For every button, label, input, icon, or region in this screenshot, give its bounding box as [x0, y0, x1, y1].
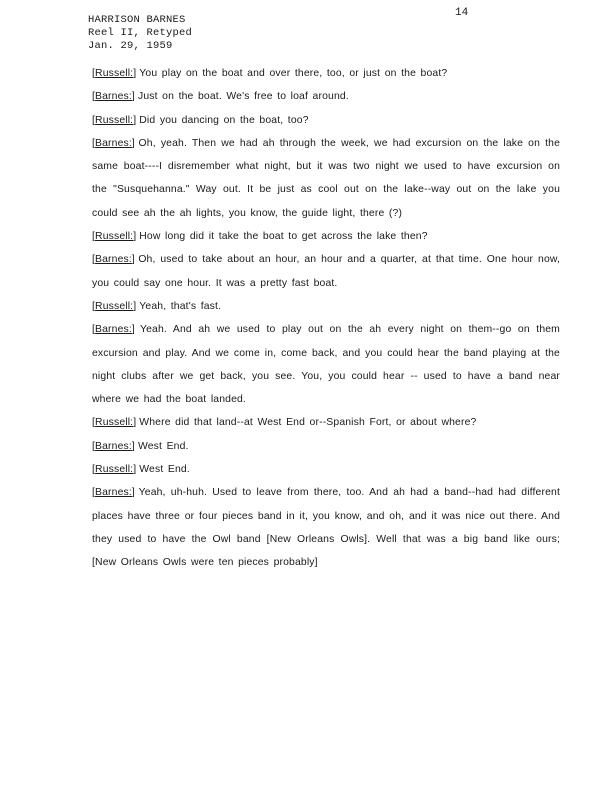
- utterance-text: Oh, used to take about an hour, an hour and a quarter, at that time. One hour now, you could say one hour. It was a pretty fast boat.: [92, 254, 560, 289]
- speaker-label: Russell:: [95, 300, 134, 312]
- transcript-paragraph: [Russell:] You play on the boat and over there, too, or just on the boat?: [92, 68, 448, 79]
- interview-date: Jan. 29, 1959: [88, 40, 173, 52]
- transcript-paragraph: [Russell:] Where did that land--at West End or--Spanish Fort, or about where?: [92, 417, 477, 429]
- transcript-paragraph: [Barnes:] Oh, used to take about an hour, an hour and a quarter, at that time. One hour now, you could say one hour. It was a pretty fast boat.: [92, 254, 560, 289]
- document-header: [88, 14, 192, 53]
- speaker-label: Barnes:: [95, 254, 132, 266]
- interviewee-name: HARRISON BARNES: [88, 14, 186, 26]
- utterance-text: Where did that land--at West End or--Spanish Fort, or about where?: [139, 417, 477, 429]
- transcript-paragraph: [Russell:] How long did it take the boat to get across the lake then?: [92, 231, 428, 243]
- utterance-text: West End.: [137, 440, 189, 452]
- speaker-label: Barnes:: [95, 487, 132, 499]
- utterance-text: Oh, yeah. Then we had ah through the week, we had excursion on the lake on the same boat----I disremember what night, but it was two night we used to have excursion on the "Susquehanna." Way out. It be just as cool out on the lake--way out on the lake you could see ah the ah lights, you know, the guide light, there (?): [92, 137, 560, 219]
- transcript-paragraph: [Russell:] West End.: [92, 464, 190, 476]
- utterance-text: How long did it take the boat to get across the lake then?: [139, 231, 428, 243]
- utterance-text: Did you dancing on the boat, too?: [139, 114, 309, 126]
- speaker-label: Barnes:: [95, 324, 132, 336]
- transcript-paragraph: [Barnes:] Oh, yeah. Then we had ah through the week, we had excursion on the lake on the same boat----I disremember what night, but it was two night we used to have excursion on the "Susquehanna." Way out. It be just as cool out on the lake--way out on the lake you could see ah the ah lights, you know, the guide light, there (?): [92, 137, 560, 219]
- utterance-text: Yeah. And ah we used to play out on the ah every night on them--go on them excursion and play. And we come in, come back, and you could hear the band playing at the night clubs after we get back, you see. You, you could hear -- used to have a band near where we had the boat landed.: [92, 324, 560, 406]
- utterance-text: Just on the boat. We's free to loaf around.: [137, 91, 349, 103]
- page-number: 14: [455, 7, 469, 19]
- transcript-paragraph: [Barnes:] Yeah. And ah we used to play out on the ah every night on them--go on them excursion and play. And we come in, come back, and you could hear the band playing at the night clubs after we get back, you see. You, you could hear -- used to have a band near where we had the boat landed.: [92, 324, 560, 406]
- utterance-text: West End.: [139, 464, 190, 476]
- transcript-body: [92, 62, 560, 575]
- speaker-label: Russell:: [95, 231, 134, 243]
- speaker-label: Barnes:: [95, 440, 132, 452]
- transcript-paragraph: [Barnes:] Yeah, uh-huh. Used to leave from there, too. And ah had a band--had had different places have three or four pieces band in it, you know, and oh, and it was nice out there. And they used to have the Owl band [New Orleans Owls]. Well that was a big band like ours; [New Orleans Owls were ten pieces probably]: [92, 487, 560, 569]
- utterance-text: Yeah, uh-huh. Used to leave from there, too. And ah had a band--had had different places have three or four pieces band in it, you know, and oh, and it was nice out there. And they used to have the Owl band [New Orleans Owls]. Well that was a big band like ours; [New Orleans Owls were ten pieces probably]: [92, 487, 560, 569]
- transcript-paragraph: [Russell:] Did you dancing on the boat, too?: [92, 114, 309, 126]
- transcript-paragraph: [Russell:] Yeah, that's fast.: [92, 300, 222, 312]
- speaker-label: Russell:: [95, 68, 134, 79]
- transcript-paragraph: [Barnes:] Just on the boat. We's free to loaf around.: [92, 91, 349, 103]
- speaker-label: Russell:: [95, 417, 134, 429]
- transcript-paragraph: [Barnes:] West End.: [92, 440, 189, 452]
- speaker-label: Russell:: [95, 464, 134, 476]
- utterance-text: Yeah, that's fast.: [139, 300, 222, 312]
- speaker-label: Barnes:: [95, 137, 132, 149]
- speaker-label: Russell:: [95, 114, 134, 126]
- reel-label: Reel II, Retyped: [88, 27, 193, 39]
- speaker-label: Barnes:: [95, 91, 132, 103]
- utterance-text: You play on the boat and over there, too, or just on the boat?: [139, 68, 448, 79]
